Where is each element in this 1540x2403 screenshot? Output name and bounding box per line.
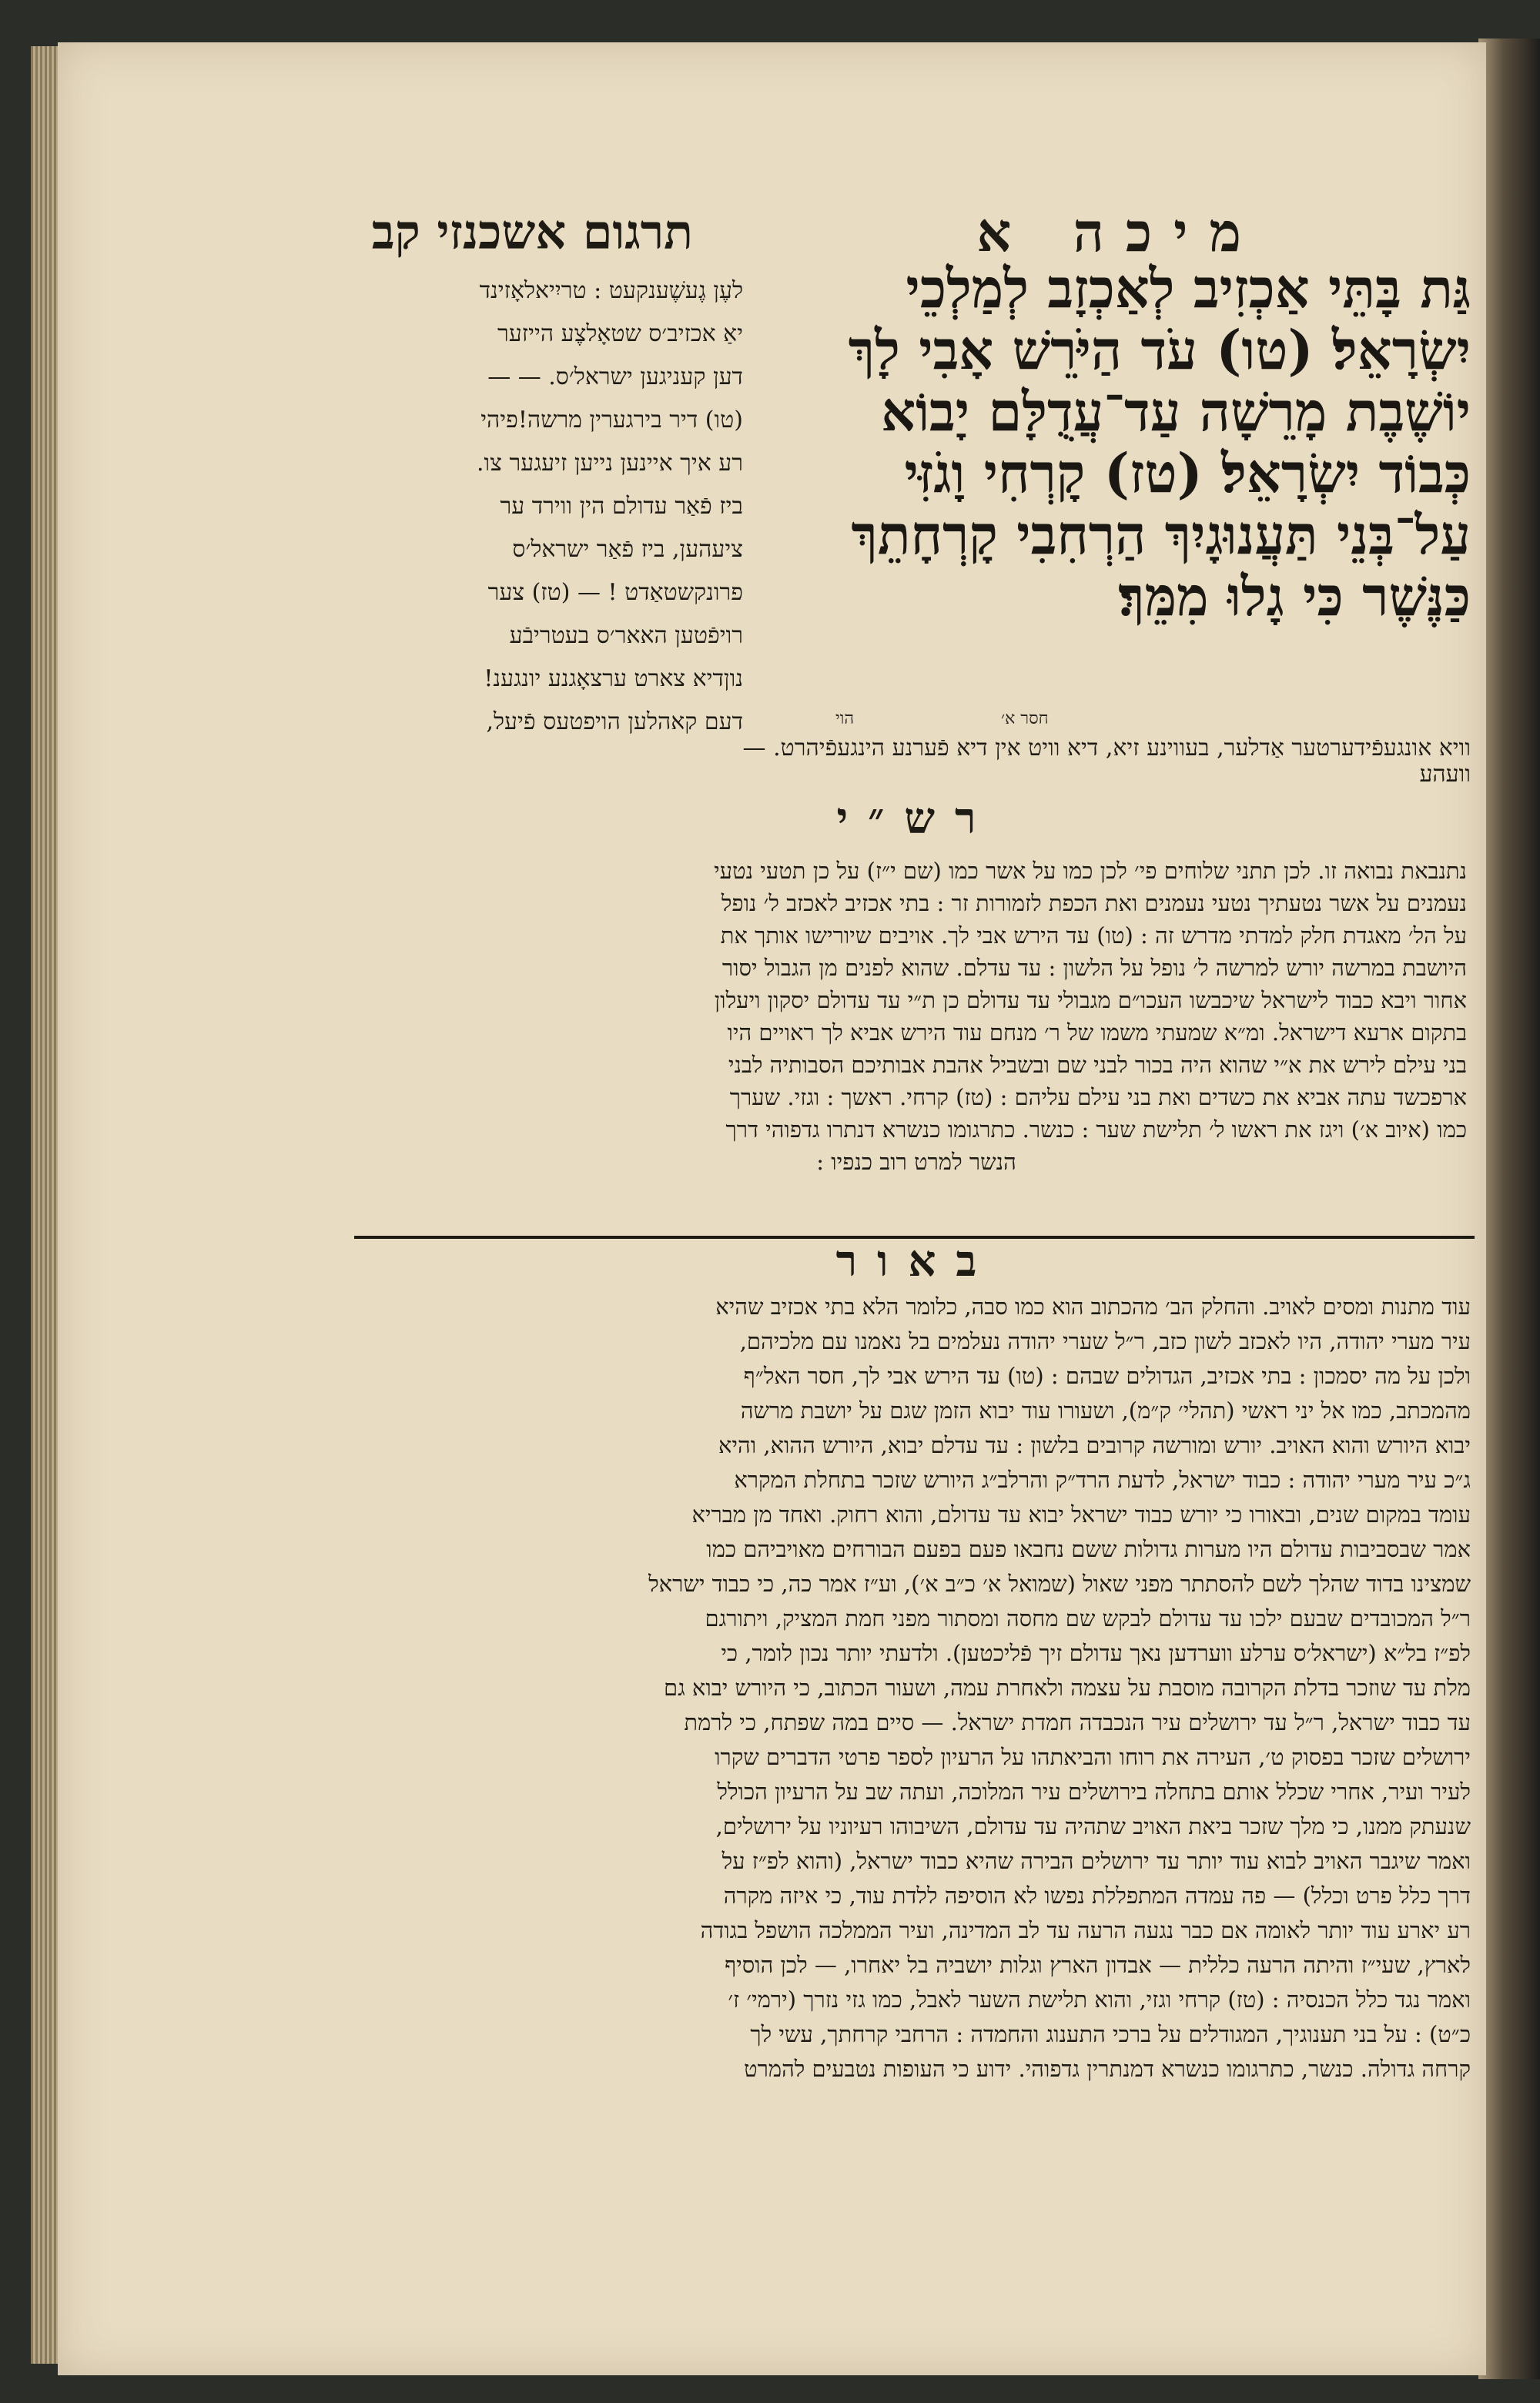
rashi-line: נעמנים על אשר נטעתיך נטעי נעמנים ואת הכפת לזמורות זר : בתי אכזיב לאכזב ל׳ נופל: [721, 890, 1467, 916]
rashi-line: נתנבאת נבואה זו. לכן תתני שלוחים פי׳ לכן כמו על אשר כמו (שם י״ז) על כן תטעי נטעי: [714, 858, 1467, 884]
yiddish-translation: [350, 269, 743, 744]
continuation-line: וויא אונגעפֿידערטער אַדלער, בעווינע זיא, דיא וויט אין דיא פֿערנע הינגעפֿיהרט. —: [742, 735, 1471, 761]
verse-line: יִשְׂרָאֵל׃ (טו) עֹד הַיֹּרֵשׁ אָבִי לָךְ: [848, 318, 1471, 382]
rashi-line: בתקום ארעא דישראל. ומ״א שמעתי משמו של ר׳ מנחם עוד הירש אביא לך ראויים היו: [727, 1019, 1467, 1046]
rashi-line: כמו (איוב א׳) ויגז את ראשו ל׳ תלישת שער : כנשר. כתרגומו כנשרא דנתרו גדפוהי דרך: [725, 1116, 1467, 1143]
continuation-line: וועהע: [1419, 761, 1471, 788]
rashi-line: על הל׳ מאגדת חלק למדתי מדרש זה : (טו) עד הירש אבי לך. אויבים שיורישו אותך את: [720, 922, 1467, 949]
verse-line: עַל־בְּנֵי תַּעֲנוּגָיִךְ הַרְחִבִי קָרְחָתֵךְ: [851, 503, 1471, 567]
book-title-header: מיכה א: [976, 200, 1263, 264]
biur-line: קרחה גדולה. כנשר, כתרגומו כנשרא דמנתרין גדפוהי. ידוע כי העופות נטבעים להמרט: [744, 2056, 1471, 2082]
rashi-line: היושבת במרשה יורש למרשה ל׳ נופל על הלשון : עד עדלם. שהוא לפנים מן הגבול יסור: [721, 955, 1467, 981]
biur-line: כ״ט) : על בני תענוגיך, המגודלים על ברכי התענוג והחמדה : הרחבי קרחתך, עשי לך: [750, 2021, 1471, 2047]
translation-line: ביז פֿאַר עדולם הין ווירד ער: [500, 493, 743, 520]
verse-line: כְּבוֹד יִשְׂרָאֵל׃ (טז) קָרְחִי וָגֹזִּי: [904, 441, 1471, 505]
translation-line: רע איך איינען נייען זיעגער צו.: [477, 450, 743, 477]
rashi-line: בני עילם לירש את א״י שהוא היה בכור לבני שם ובשביל אהבת אבותיכם הסבותיה לבני: [728, 1052, 1467, 1078]
translation-line: רויפֿטען האאר׳ס בעטריבֿע: [509, 622, 743, 649]
biur-line: אמר שבסביבות עדולם היו מערות גדולות ששם נחבאו פעם בפעם הבורחים מאויביהם כמו: [706, 1536, 1471, 1562]
biur-line: מהמכתב, כמו אל יני ראשי (תהלי׳ ק״מ), ושעורו עוד יבוא הזמן שגם על יושבת מרשה: [740, 1397, 1471, 1424]
biur-line: עומד במקום שנים, ובאורו כי יורש כבוד ישראל יבוא עד עדולם, והוא רחוק. ואחד מן מבריא: [691, 1501, 1471, 1528]
biur-line: שמצינו בדוד שהלך לשם להסתתר מפני שאול (שמואל א׳ כ״ב א׳), וע״ז אמר כה, כי כבוד ישראל: [648, 1571, 1471, 1597]
biur-line: לעיר ועיר, אחרי שכלל אותם בתחלה בירושלים עיר המלוכה, ועתה שב על הרעיון הכולל: [717, 1779, 1471, 1805]
scripture-verses: [778, 258, 1471, 628]
biur-line: עוד מתנות ומסים לאויב. והחלק הב׳ מהכתוב הוא כמו סבה, כלומר הלא בתי אכזיב שהיא: [715, 1294, 1471, 1320]
translation-line: דען קעניגען ישראל׳ס. — —: [487, 363, 743, 390]
biur-line: ולכן על מה יסמכון : בתי אכזיב, הגדולים שבהם : (טו) עד הירש אבי לך, חסר האל״ף: [743, 1363, 1471, 1389]
biur-line: שנעתק ממנו, כי מלך שזכר ביאת האויב שתהיה עד עדולם, השיבוהו רעיוניו על ירושלים,: [715, 1813, 1471, 1839]
translation-line: (טו) דיר בירגערין מרשה!פיהי: [480, 407, 743, 433]
biur-commentary: [358, 1290, 1471, 2087]
biur-line: ר״ל המכובדים שבעם ילכו עד עדולם לבקש שם מחסה ומסתור מפני חמת המציק, ויתורגם: [705, 1605, 1471, 1632]
rashi-commentary: [366, 855, 1467, 1178]
book-spine-edge: [1478, 38, 1540, 2379]
biur-line: לארץ, שעי״ז והיתה הרעה כללית — אבדון הארץ וגלות יושביה בל יאחרו, — לכן הוסיף: [725, 1952, 1471, 1978]
biur-line: ואמר נגד כלל הכנסיה : (טז) קרחי וגזי, והוא תלישת השער לאבל, כמו גזי נזרך (ירמי׳ ז׳: [728, 1986, 1471, 2013]
biur-line: ירושלים שזכר בפסוק ט׳, העירה את רוחו והביאתהו על הרעיון לספר פרטי הדברים שקרו: [715, 1744, 1471, 1770]
translation-line: ציעהען, ביז פֿאַר ישראל׳ס: [512, 536, 743, 563]
rashi-heading: רש״י: [836, 793, 996, 844]
translation-line: נוןדיא צארט ערצאָגנע יונגענ!: [484, 665, 743, 692]
rashi-line: הנשר למרט רוב כנפיו :: [816, 1149, 1016, 1175]
translation-continuation: [350, 735, 1471, 788]
translation-line: לעֶן גֶעשֶׁענקעט : טריִיאלאָזינד: [479, 277, 743, 304]
translation-line: דעם קאהלען הויפטעס פֿיעל,: [486, 708, 743, 735]
translation-line: יאַ אכזיב׳ס שטאָלצֶע הייזער: [497, 320, 743, 347]
verse-line: יוֹשֶׁבֶת מָרֵשָׁה עַד־עֲדֻלָּם יָבוֹא: [881, 380, 1471, 443]
masoretic-note: הוי: [835, 709, 855, 728]
biur-line: מלת עד שוזכר בדלת הקרובה מוסבת על עצמה ולאחרת עמה, ושעור הכתוב, כי היורש יבוא גם: [664, 1675, 1471, 1701]
biur-line: יבוא היורש והוא האויב. יורש ומורשה קרובים בלשון : עד עדלם יבוא, היורש ההוא, והיא: [718, 1432, 1471, 1458]
biur-line: עד כבוד ישראל, ר״ל עד ירושלים עיר הנכבדה חמדת ישראל. — סיים במה שפתח, כי לרמת: [684, 1709, 1471, 1735]
biur-line: דרך כלל פרט וכלל) — פה עמדה המתפללת נפשו לא הוסיפה ללדת עוד, כי איזה מקרה: [723, 1883, 1471, 1909]
translation-line: פרונקשטאַדט ! — (טז) צער: [487, 579, 743, 606]
verse-line: כַּנֶּשֶׁר כִּי גָלוּ מִמֵּךְ׃: [1118, 564, 1471, 628]
translation-header: תרגום אשכנזי קב: [371, 204, 693, 260]
biur-line: רע יארע עוד יותר לאומה אם כבר נגעה הרעה עד לב המדינה, ועיר הממלכה הושפל בגודה: [700, 1917, 1471, 1943]
biur-line: ואמר שיגבר האויב לבוא עוד יותר עד ירושלים הבירה שהיא כבוד ישראל, (והוא לפ״ז על: [721, 1848, 1471, 1874]
rashi-line: ארפכשד עתה אביא את כשדים ואת בני עילם עליהם : (טז) קרחי. ראשך : וגזי. שערך: [729, 1084, 1467, 1110]
verse-line: גַּת בָּתֵּי אַכְזִיב לְאַכְזָב לְמַלְכֵי: [906, 256, 1471, 320]
book-page-edge: [31, 46, 62, 2364]
biur-line: לפ״ז בל״א (ישראל׳ס ערלע ווערדען נאך עדולם זיך פֿליכטען). ולדעתי יותר נכון לומר, כי: [721, 1640, 1471, 1666]
biur-line: ג״כ עיר מערי יהודה : כבוד ישראל, לדעת הרד״ק והרלב״ג היורש שזכר בתחלת המקרא: [734, 1467, 1471, 1493]
masoretic-note: חסר א׳: [1001, 709, 1049, 728]
biur-heading: באור: [835, 1236, 997, 1287]
biur-line: עיר מערי יהודה, היו לאכזב לשון כזב, ר״ל שערי יהודה נעלמים בל נאמנו עם מלכיהם,: [739, 1328, 1471, 1354]
rashi-line: אחור ויבא כבוד לישראל שיכבשו העכו״ם מגבולי עד עדולם כן ת״י עד עדולם יסקון ויעלון: [714, 987, 1467, 1013]
